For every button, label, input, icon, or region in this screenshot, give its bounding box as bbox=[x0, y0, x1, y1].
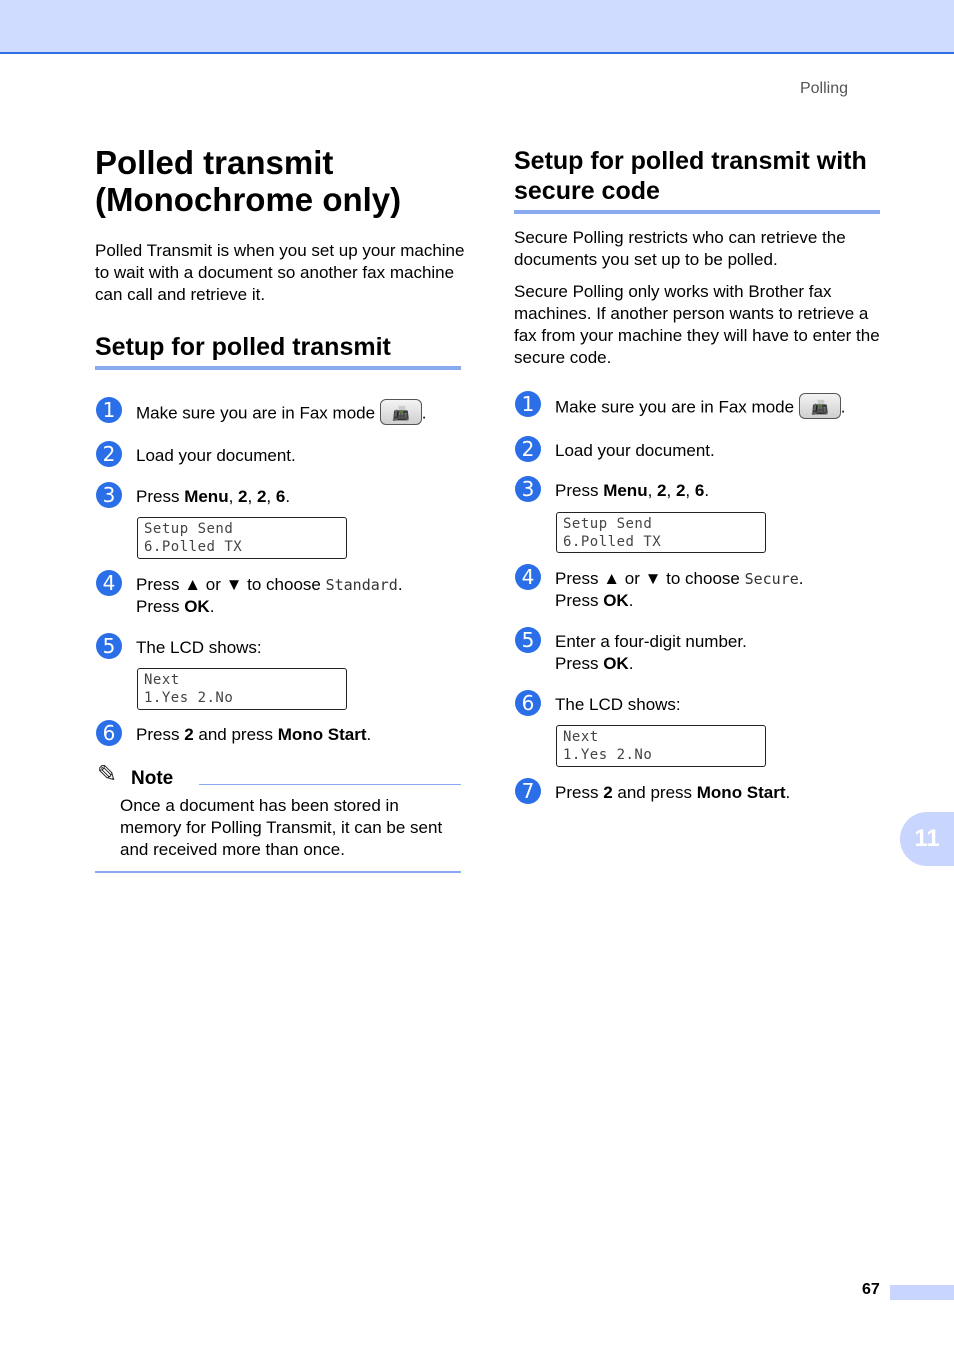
step-6: The LCD shows: bbox=[555, 695, 681, 714]
lcd-display-next bbox=[556, 725, 766, 767]
step-6: Press 2 and press Mono Start. bbox=[136, 725, 372, 744]
lcd-line-2: 6.Polled TX bbox=[563, 534, 662, 550]
lcd-display-next bbox=[137, 668, 347, 710]
page-number: 67 bbox=[862, 1281, 880, 1298]
step-number-4: 4 bbox=[515, 564, 541, 590]
step-number-3: 3 bbox=[515, 476, 541, 502]
step-number-1: 1 bbox=[515, 391, 541, 417]
step-2: Load your document. bbox=[555, 441, 715, 460]
down-arrow-icon: ▼ bbox=[644, 569, 662, 588]
step-1-text: Make sure you are in Fax mode bbox=[136, 403, 376, 423]
option-code: Standard bbox=[325, 576, 398, 594]
secure-paragraph-2: Secure Polling only works with Brother fax machines. If another person wants to retrieve a fax from your machine they will have to enter the secure code. bbox=[514, 282, 880, 367]
lcd-line-1: Next bbox=[563, 729, 599, 745]
step-5: Enter a four-digit number. Press OK. bbox=[555, 632, 747, 673]
pencil-note-icon: ✎ bbox=[97, 761, 118, 788]
step-number-1: 1 bbox=[96, 397, 122, 423]
note-text: Once a document has been stored in memory for Polling Transmit, it can be sent and received more than once. bbox=[120, 796, 443, 859]
step-number-3: 3 bbox=[96, 482, 122, 508]
lcd-line-1: Setup Send bbox=[144, 521, 234, 537]
chapter-tab: 11 bbox=[900, 812, 954, 866]
intro-paragraph: Polled Transmit is when you set up your machine to wait with a document so another fax machine can call and retrieve it. bbox=[95, 241, 465, 304]
step-5: The LCD shows: bbox=[136, 638, 262, 657]
heading-rule bbox=[95, 366, 461, 370]
step-1 bbox=[555, 395, 846, 421]
fax-icon: 📠 bbox=[380, 399, 422, 425]
lcd-line-2: 1.Yes 2.No bbox=[144, 690, 234, 706]
lcd-line-2: 6.Polled TX bbox=[144, 539, 243, 555]
lcd-line-1: Next bbox=[144, 672, 180, 688]
step-1-end: . bbox=[840, 397, 846, 417]
note-rule bbox=[199, 784, 461, 785]
step-number-2: 2 bbox=[515, 436, 541, 462]
step-number-4: 4 bbox=[96, 570, 122, 596]
up-arrow-icon: ▲ bbox=[184, 575, 202, 594]
lcd-line-1: Setup Send bbox=[563, 516, 653, 532]
step-1 bbox=[136, 401, 427, 427]
page-title: Polled transmit (Monochrome only) bbox=[95, 144, 402, 218]
down-arrow-icon: ▼ bbox=[225, 575, 243, 594]
step-number-2: 2 bbox=[96, 441, 122, 467]
lcd-line-2: 1.Yes 2.No bbox=[563, 747, 653, 763]
fax-icon: 📠 bbox=[799, 393, 841, 419]
step-3: Press Menu, 2, 2, 6. bbox=[555, 481, 710, 500]
step-4: Press ▲ or ▼ to choose Standard. Press OK. bbox=[136, 575, 403, 616]
lcd-display-setup-send bbox=[556, 512, 766, 553]
section-heading-secure-code: Setup for polled transmit with secure code bbox=[514, 147, 867, 205]
step-number-5: 5 bbox=[96, 633, 122, 659]
step-2: Load your document. bbox=[136, 446, 296, 465]
step-4: Press ▲ or ▼ to choose Secure. Press OK. bbox=[555, 569, 804, 610]
step-number-5: 5 bbox=[515, 627, 541, 653]
step-number-6: 6 bbox=[96, 720, 122, 746]
step-1-text: Make sure you are in Fax mode bbox=[555, 397, 795, 417]
running-head: Polling bbox=[799, 80, 848, 97]
note-bottom-rule bbox=[95, 871, 461, 873]
note-label: Note bbox=[131, 768, 174, 789]
step-7: Press 2 and press Mono Start. bbox=[555, 783, 791, 802]
secure-paragraph-1: Secure Polling restricts who can retrieve the documents you set up to be polled. bbox=[514, 228, 846, 269]
up-arrow-icon: ▲ bbox=[603, 569, 621, 588]
section-heading-polled-transmit: Setup for polled transmit bbox=[95, 333, 391, 361]
step-3: Press Menu, 2, 2, 6. bbox=[136, 487, 291, 506]
option-code: Secure bbox=[744, 570, 799, 588]
step-1-end: . bbox=[421, 403, 427, 423]
top-band bbox=[0, 0, 954, 54]
heading-rule bbox=[514, 210, 880, 214]
step-number-6: 6 bbox=[515, 690, 541, 716]
lcd-display-setup-send bbox=[137, 517, 347, 559]
step-number-7: 7 bbox=[515, 778, 541, 804]
page-number-bar bbox=[890, 1285, 954, 1300]
